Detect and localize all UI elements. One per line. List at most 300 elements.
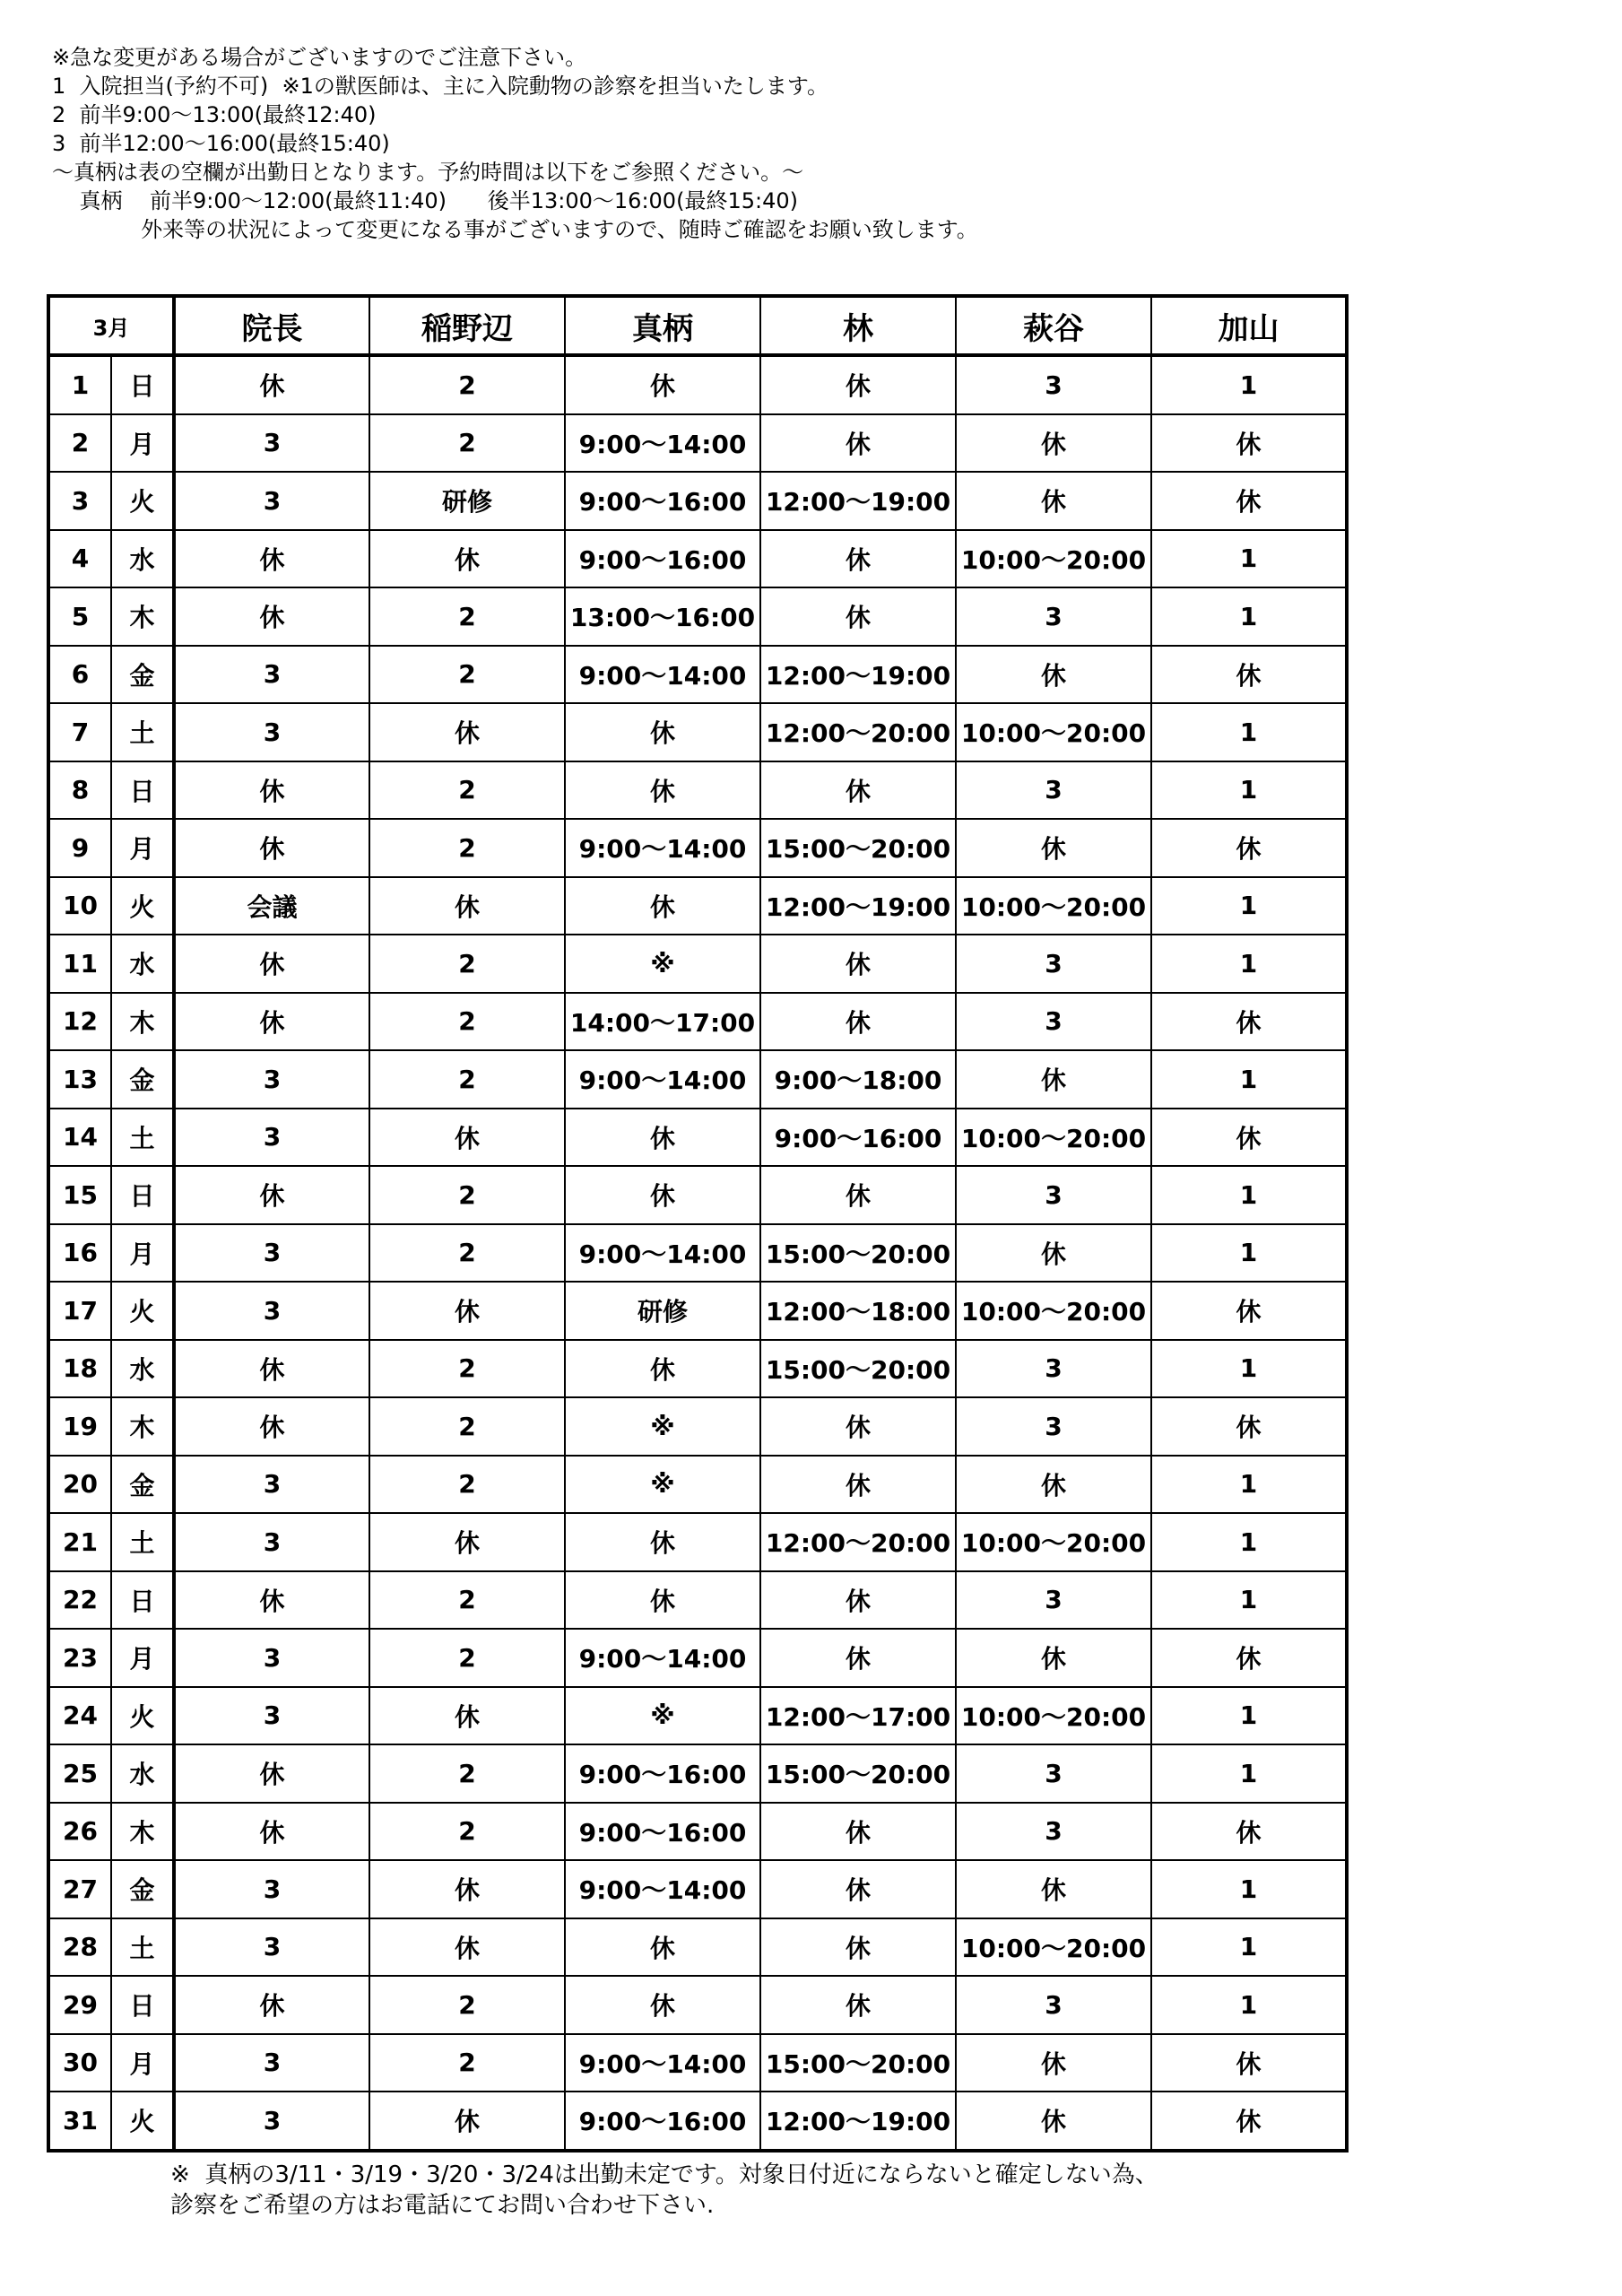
doctor-cell: 9:00〜14:00 <box>565 1224 760 1283</box>
weekday-cell: 月 <box>111 819 174 877</box>
doctor-cell: 1 <box>1151 703 1347 761</box>
weekday-cell: 土 <box>111 1109 174 1167</box>
doctor-cell: ※ <box>565 1397 760 1456</box>
doctor-cell: 9:00〜16:00 <box>565 2092 760 2151</box>
table-row <box>48 703 1347 761</box>
weekday-cell: 月 <box>111 1224 174 1283</box>
table-row <box>48 1340 1347 1398</box>
doctor-cell: 研修 <box>369 472 565 530</box>
day-number-cell: 8 <box>48 761 111 820</box>
doctor-cell: 1 <box>1151 877 1347 935</box>
doctor-cell: 3 <box>956 1571 1151 1630</box>
doctor-cell: 休 <box>956 1050 1151 1109</box>
day-number-cell: 19 <box>48 1397 111 1456</box>
day-number-cell: 13 <box>48 1050 111 1109</box>
day-number-cell: 25 <box>48 1744 111 1803</box>
doctor-cell: 休 <box>760 414 956 473</box>
doctor-cell: 2 <box>369 1629 565 1687</box>
doctor-cell: 3 <box>174 414 369 473</box>
doctor-cell: 1 <box>1151 1513 1347 1571</box>
doctor-cell: 休 <box>565 877 760 935</box>
doctor-cell: 10:00〜20:00 <box>956 1109 1151 1167</box>
doctor-cell: 3 <box>956 935 1151 993</box>
note-line: 〜真柄は表の空欄が出勤日となります。予約時間は以下をご参照ください。〜 <box>52 160 804 185</box>
footer-note <box>170 2160 1158 2221</box>
doctor-cell: 休 <box>565 1340 760 1398</box>
doctor-cell: 2 <box>369 1397 565 1456</box>
doctor-cell: 2 <box>369 1803 565 1861</box>
doctor-cell: 休 <box>1151 2034 1347 2092</box>
doctor-cell: 1 <box>1151 761 1347 820</box>
doctor-cell: 1 <box>1151 1744 1347 1803</box>
doctor-cell: 休 <box>760 935 956 993</box>
doctor-cell: 3 <box>956 1397 1151 1456</box>
doctor-cell: 3 <box>174 1456 369 1514</box>
doctor-cell: 休 <box>174 1166 369 1224</box>
table-row <box>48 472 1347 530</box>
table-row <box>48 587 1347 646</box>
doctor-cell: 9:00〜14:00 <box>565 1860 760 1918</box>
doctor-cell: 9:00〜16:00 <box>565 530 760 588</box>
doctor-cell: 9:00〜14:00 <box>565 819 760 877</box>
table-row <box>48 1166 1347 1224</box>
doctor-header: 院長 <box>174 296 369 355</box>
doctor-cell: 1 <box>1151 1571 1347 1630</box>
doctor-cell: 1 <box>1151 1860 1347 1918</box>
day-number-cell: 17 <box>48 1282 111 1340</box>
doctor-cell: 3 <box>174 703 369 761</box>
doctor-cell: 2 <box>369 1166 565 1224</box>
doctor-cell: 2 <box>369 993 565 1051</box>
doctor-cell: 休 <box>956 646 1151 704</box>
weekday-cell: 土 <box>111 1513 174 1571</box>
doctor-cell: 休 <box>760 1918 956 1977</box>
doctor-cell: 休 <box>1151 414 1347 473</box>
doctor-cell: 休 <box>760 1803 956 1861</box>
doctor-cell: 休 <box>956 1456 1151 1514</box>
doctor-cell: 休 <box>760 1571 956 1630</box>
footer-line: 診察をご希望の方はお電話にてお問い合わせ下さい. <box>170 2192 715 2219</box>
doctor-cell: 2 <box>369 1340 565 1398</box>
doctor-cell: 3 <box>956 1803 1151 1861</box>
doctor-cell: 2 <box>369 646 565 704</box>
weekday-cell: 土 <box>111 1918 174 1977</box>
table-row <box>48 1282 1347 1340</box>
schedule-body <box>48 355 1347 2151</box>
doctor-cell: 1 <box>1151 1050 1347 1109</box>
doctor-cell: 15:00〜20:00 <box>760 1340 956 1398</box>
weekday-cell: 金 <box>111 1050 174 1109</box>
doctor-cell: 休 <box>369 703 565 761</box>
doctor-cell: 1 <box>1151 1976 1347 2034</box>
table-row <box>48 1513 1347 1571</box>
day-number-cell: 16 <box>48 1224 111 1283</box>
doctor-cell: 1 <box>1151 587 1347 646</box>
doctor-cell: 2 <box>369 819 565 877</box>
doctor-cell: 2 <box>369 2034 565 2092</box>
doctor-cell: 休 <box>174 935 369 993</box>
day-number-cell: 22 <box>48 1571 111 1630</box>
doctor-cell: 休 <box>956 414 1151 473</box>
doctor-cell: 9:00〜18:00 <box>760 1050 956 1109</box>
doctor-cell: 休 <box>760 1860 956 1918</box>
weekday-cell: 木 <box>111 587 174 646</box>
table-row <box>48 1976 1347 2034</box>
doctor-cell: 12:00〜17:00 <box>760 1687 956 1745</box>
doctor-cell: 12:00〜19:00 <box>760 877 956 935</box>
doctor-cell: 10:00〜20:00 <box>956 1918 1151 1977</box>
doctor-cell: 休 <box>369 1282 565 1340</box>
day-number-cell: 23 <box>48 1629 111 1687</box>
table-row <box>48 414 1347 473</box>
doctor-cell: 3 <box>174 1860 369 1918</box>
weekday-cell: 日 <box>111 1976 174 2034</box>
month-header: 3月 <box>48 296 174 355</box>
doctor-cell: 休 <box>369 1513 565 1571</box>
weekday-cell: 火 <box>111 472 174 530</box>
doctor-cell: 休 <box>956 1224 1151 1283</box>
doctor-cell: 休 <box>174 1976 369 2034</box>
doctor-cell: 休 <box>565 1918 760 1977</box>
doctor-cell: 休 <box>174 761 369 820</box>
doctor-header: 稲野辺 <box>369 296 565 355</box>
doctor-cell: 休 <box>174 530 369 588</box>
doctor-cell: 休 <box>174 1744 369 1803</box>
table-row <box>48 1109 1347 1167</box>
doctor-cell: 1 <box>1151 1456 1347 1514</box>
day-number-cell: 2 <box>48 414 111 473</box>
weekday-cell: 金 <box>111 646 174 704</box>
day-number-cell: 30 <box>48 2034 111 2092</box>
doctor-cell: 休 <box>760 530 956 588</box>
day-number-cell: 10 <box>48 877 111 935</box>
doctor-cell: 2 <box>369 1050 565 1109</box>
day-number-cell: 15 <box>48 1166 111 1224</box>
doctor-cell: 2 <box>369 1744 565 1803</box>
weekday-cell: 日 <box>111 355 174 414</box>
table-row <box>48 1456 1347 1514</box>
doctor-cell: 1 <box>1151 530 1347 588</box>
day-number-cell: 29 <box>48 1976 111 2034</box>
doctor-cell: 10:00〜20:00 <box>956 1513 1151 1571</box>
doctor-cell: 3 <box>956 993 1151 1051</box>
doctor-cell: 休 <box>174 1803 369 1861</box>
doctor-cell: 休 <box>174 993 369 1051</box>
doctor-cell: 9:00〜16:00 <box>565 1803 760 1861</box>
doctor-header: 真柄 <box>565 296 760 355</box>
table-row <box>48 1803 1347 1861</box>
table-row <box>48 355 1347 414</box>
table-row <box>48 1050 1347 1109</box>
doctor-cell: 10:00〜20:00 <box>956 1687 1151 1745</box>
weekday-cell: 木 <box>111 1803 174 1861</box>
table-row <box>48 1571 1347 1630</box>
doctor-cell: 休 <box>1151 993 1347 1051</box>
doctor-cell: 3 <box>174 646 369 704</box>
table-row <box>48 935 1347 993</box>
doctor-cell: 2 <box>369 1976 565 2034</box>
table-row <box>48 993 1347 1051</box>
doctor-cell: 休 <box>956 2034 1151 2092</box>
doctor-cell: 休 <box>369 877 565 935</box>
doctor-cell: 12:00〜19:00 <box>760 2092 956 2151</box>
doctor-cell: 休 <box>956 1860 1151 1918</box>
header-row <box>48 296 1347 355</box>
doctor-cell: 休 <box>760 761 956 820</box>
weekday-cell: 月 <box>111 414 174 473</box>
doctor-cell: 休 <box>760 1976 956 2034</box>
weekday-cell: 土 <box>111 703 174 761</box>
day-number-cell: 21 <box>48 1513 111 1571</box>
doctor-cell: 12:00〜20:00 <box>760 1513 956 1571</box>
weekday-cell: 木 <box>111 1397 174 1456</box>
doctor-cell: 3 <box>956 1340 1151 1398</box>
doctor-cell: 休 <box>174 355 369 414</box>
doctor-cell: 9:00〜14:00 <box>565 414 760 473</box>
weekday-cell: 日 <box>111 761 174 820</box>
table-row <box>48 1744 1347 1803</box>
schedule-table <box>47 294 1349 2152</box>
doctor-cell: 休 <box>956 472 1151 530</box>
doctor-cell: 1 <box>1151 1687 1347 1745</box>
doctor-cell: 1 <box>1151 1166 1347 1224</box>
doctor-cell: 3 <box>174 1050 369 1109</box>
doctor-cell: 3 <box>174 1513 369 1571</box>
note-line: 3 前半12:00〜16:00(最終15:40) <box>52 131 390 156</box>
doctor-cell: 休 <box>369 1918 565 1977</box>
doctor-cell: 10:00〜20:00 <box>956 530 1151 588</box>
doctor-cell: 休 <box>956 2092 1151 2151</box>
day-number-cell: 9 <box>48 819 111 877</box>
doctor-cell: 休 <box>565 703 760 761</box>
footer-line: ※ 真柄の3/11・3/19・3/20・3/24は出勤未定です。対象日付近にならないと確定しない為、 <box>170 2161 1158 2188</box>
doctor-cell: 休 <box>760 1456 956 1514</box>
doctor-cell: 1 <box>1151 355 1347 414</box>
doctor-cell: 3 <box>956 761 1151 820</box>
weekday-cell: 金 <box>111 1456 174 1514</box>
weekday-cell: 火 <box>111 1282 174 1340</box>
doctor-cell: 休 <box>1151 1282 1347 1340</box>
doctor-cell: ※ <box>565 1456 760 1514</box>
doctor-cell: 休 <box>174 1340 369 1398</box>
doctor-cell: 休 <box>565 1109 760 1167</box>
weekday-cell: 日 <box>111 1571 174 1630</box>
day-number-cell: 28 <box>48 1918 111 1977</box>
doctor-cell: 3 <box>174 1687 369 1745</box>
doctor-cell: 3 <box>174 1224 369 1283</box>
doctor-cell: 休 <box>174 1571 369 1630</box>
doctor-cell: 12:00〜19:00 <box>760 646 956 704</box>
table-row <box>48 1860 1347 1918</box>
day-number-cell: 14 <box>48 1109 111 1167</box>
doctor-cell: 休 <box>565 1166 760 1224</box>
doctor-header: 加山 <box>1151 296 1347 355</box>
day-number-cell: 6 <box>48 646 111 704</box>
doctor-cell: 10:00〜20:00 <box>956 877 1151 935</box>
notes-section <box>52 43 978 244</box>
day-number-cell: 31 <box>48 2092 111 2151</box>
doctor-cell: 3 <box>174 472 369 530</box>
doctor-cell: 休 <box>1151 2092 1347 2151</box>
table-row <box>48 1687 1347 1745</box>
doctor-cell: 休 <box>565 1513 760 1571</box>
weekday-cell: 水 <box>111 1340 174 1398</box>
doctor-cell: 休 <box>174 587 369 646</box>
doctor-cell: 休 <box>1151 819 1347 877</box>
doctor-cell: 休 <box>369 2092 565 2151</box>
doctor-cell: 12:00〜18:00 <box>760 1282 956 1340</box>
doctor-header: 林 <box>760 296 956 355</box>
table-row <box>48 2034 1347 2092</box>
doctor-cell: 休 <box>1151 1109 1347 1167</box>
table-row <box>48 761 1347 820</box>
weekday-cell: 火 <box>111 1687 174 1745</box>
doctor-cell: 休 <box>565 1976 760 2034</box>
doctor-cell: 3 <box>174 1109 369 1167</box>
day-number-cell: 5 <box>48 587 111 646</box>
table-row <box>48 1224 1347 1283</box>
doctor-cell: 10:00〜20:00 <box>956 1282 1151 1340</box>
doctor-cell: 休 <box>369 1109 565 1167</box>
doctor-cell: 休 <box>174 1397 369 1456</box>
note-line: 1 入院担当(予約不可) ※1の獣医師は、主に入院動物の診察を担当いたします。 <box>52 74 828 99</box>
weekday-cell: 月 <box>111 1629 174 1687</box>
doctor-cell: 12:00〜19:00 <box>760 472 956 530</box>
doctor-cell: 3 <box>174 1918 369 1977</box>
doctor-cell: 休 <box>760 1629 956 1687</box>
doctor-cell: 2 <box>369 1571 565 1630</box>
table-row <box>48 1397 1347 1456</box>
weekday-cell: 日 <box>111 1166 174 1224</box>
doctor-cell: 休 <box>174 819 369 877</box>
doctor-cell: 1 <box>1151 935 1347 993</box>
doctor-cell: ※ <box>565 1687 760 1745</box>
doctor-cell: 3 <box>174 2034 369 2092</box>
weekday-cell: 金 <box>111 1860 174 1918</box>
day-number-cell: 3 <box>48 472 111 530</box>
doctor-cell: 休 <box>760 993 956 1051</box>
doctor-cell: 2 <box>369 761 565 820</box>
day-number-cell: 20 <box>48 1456 111 1514</box>
doctor-cell: 9:00〜14:00 <box>565 1629 760 1687</box>
doctor-cell: 3 <box>174 2092 369 2151</box>
doctor-cell: 9:00〜16:00 <box>565 472 760 530</box>
doctor-cell: 9:00〜14:00 <box>565 2034 760 2092</box>
doctor-cell: 休 <box>760 587 956 646</box>
doctor-cell: 研修 <box>565 1282 760 1340</box>
weekday-cell: 火 <box>111 2092 174 2151</box>
doctor-cell: 10:00〜20:00 <box>956 703 1151 761</box>
day-number-cell: 27 <box>48 1860 111 1918</box>
doctor-cell: 3 <box>956 355 1151 414</box>
day-number-cell: 18 <box>48 1340 111 1398</box>
day-number-cell: 12 <box>48 993 111 1051</box>
doctor-cell: 休 <box>760 1397 956 1456</box>
doctor-cell: 3 <box>174 1282 369 1340</box>
table-row <box>48 819 1347 877</box>
table-row <box>48 1918 1347 1977</box>
doctor-cell: 休 <box>760 1166 956 1224</box>
doctor-cell: 9:00〜14:00 <box>565 1050 760 1109</box>
weekday-cell: 月 <box>111 2034 174 2092</box>
doctor-cell: 休 <box>956 819 1151 877</box>
table-row <box>48 2092 1347 2151</box>
weekday-cell: 水 <box>111 935 174 993</box>
note-line: ※急な変更がある場合がございますのでご注意下さい。 <box>52 45 587 70</box>
doctor-cell: 9:00〜16:00 <box>760 1109 956 1167</box>
doctor-header: 萩谷 <box>956 296 1151 355</box>
doctor-cell: 14:00〜17:00 <box>565 993 760 1051</box>
doctor-cell: 2 <box>369 935 565 993</box>
doctor-cell: 休 <box>369 530 565 588</box>
doctor-cell: 2 <box>369 355 565 414</box>
doctor-cell: 休 <box>1151 1397 1347 1456</box>
doctor-cell: 3 <box>956 1976 1151 2034</box>
table-row <box>48 1629 1347 1687</box>
doctor-cell: 会議 <box>174 877 369 935</box>
day-number-cell: 26 <box>48 1803 111 1861</box>
doctor-cell: 13:00〜16:00 <box>565 587 760 646</box>
day-number-cell: 4 <box>48 530 111 588</box>
doctor-cell: 15:00〜20:00 <box>760 1744 956 1803</box>
doctor-cell: 休 <box>565 1571 760 1630</box>
table-row <box>48 530 1347 588</box>
table-row <box>48 877 1347 935</box>
doctor-cell: 休 <box>565 761 760 820</box>
doctor-cell: 1 <box>1151 1224 1347 1283</box>
doctor-cell: 15:00〜20:00 <box>760 1224 956 1283</box>
doctor-cell: ※ <box>565 935 760 993</box>
doctor-cell: 2 <box>369 1224 565 1283</box>
doctor-cell: 2 <box>369 414 565 473</box>
doctor-cell: 2 <box>369 587 565 646</box>
doctor-cell: 15:00〜20:00 <box>760 2034 956 2092</box>
doctor-cell: 3 <box>174 1629 369 1687</box>
day-number-cell: 7 <box>48 703 111 761</box>
doctor-cell: 9:00〜16:00 <box>565 1744 760 1803</box>
day-number-cell: 11 <box>48 935 111 993</box>
doctor-cell: 休 <box>369 1687 565 1745</box>
day-number-cell: 1 <box>48 355 111 414</box>
doctor-cell: 2 <box>369 1456 565 1514</box>
doctor-cell: 1 <box>1151 1340 1347 1398</box>
doctor-cell: 休 <box>760 355 956 414</box>
note-line: 外来等の状況によって変更になる事がございますので、随時ご確認をお願い致します。 <box>52 217 978 242</box>
doctor-cell: 3 <box>956 1744 1151 1803</box>
doctor-cell: 休 <box>1151 472 1347 530</box>
doctor-cell: 3 <box>956 1166 1151 1224</box>
doctor-cell: 休 <box>1151 1803 1347 1861</box>
doctor-cell: 休 <box>1151 1629 1347 1687</box>
table-row <box>48 646 1347 704</box>
doctor-cell: 休 <box>956 1629 1151 1687</box>
doctor-cell: 休 <box>565 355 760 414</box>
weekday-cell: 水 <box>111 530 174 588</box>
doctor-cell: 1 <box>1151 1918 1347 1977</box>
weekday-cell: 火 <box>111 877 174 935</box>
doctor-cell: 12:00〜20:00 <box>760 703 956 761</box>
weekday-cell: 木 <box>111 993 174 1051</box>
day-number-cell: 24 <box>48 1687 111 1745</box>
note-line: 真柄 前半9:00〜12:00(最終11:40) 後半13:00〜16:00(最終15:40) <box>52 188 798 213</box>
doctor-cell: 休 <box>369 1860 565 1918</box>
doctor-cell: 3 <box>956 587 1151 646</box>
doctor-cell: 15:00〜20:00 <box>760 819 956 877</box>
note-line: 2 前半9:00〜13:00(最終12:40) <box>52 102 377 127</box>
weekday-cell: 水 <box>111 1744 174 1803</box>
doctor-cell: 休 <box>1151 646 1347 704</box>
doctor-cell: 9:00〜14:00 <box>565 646 760 704</box>
